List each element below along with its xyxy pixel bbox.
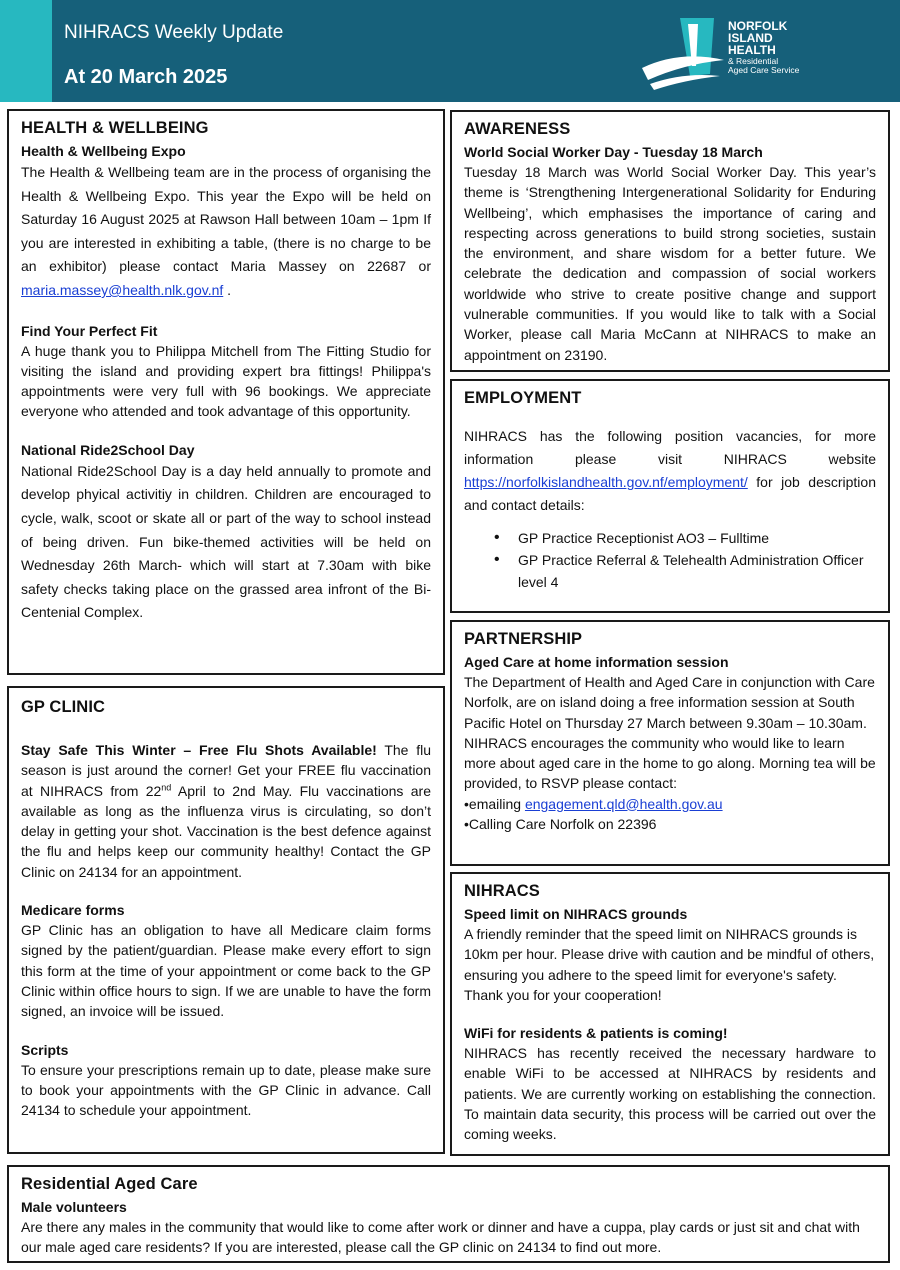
newsletter-title: NIHRACS Weekly Update xyxy=(64,22,284,43)
awareness-text: Tuesday 18 March was World Social Worker Day. This year’s theme is ‘Strengthening Intergenerational Solidarity for Enduring Wellbeing’, which emphasises the importance of caring and respecting across generations to build strong societies, sustain the environment, and share wisdom for a better future. We celebrate the dedication and compassion of social workers worldwide who strive to create positive change and support vulnerable communities. If you would like to talk with a Social Worker, please call Maria McCann at NIHRACS to make an appointment on 23190. xyxy=(464,164,876,363)
section-heading: PARTNERSHIP xyxy=(464,630,583,648)
partnership-title: Aged Care at home information session xyxy=(464,654,729,670)
partnership-phone-line: •Calling Care Norfolk on 22396 xyxy=(464,816,657,833)
awareness-title: World Social Worker Day - Tuesday 18 March xyxy=(464,144,763,160)
header-accent-bar xyxy=(0,0,52,102)
fit-title: Find Your Perfect Fit xyxy=(21,322,158,339)
logo-subtitle: & Residential Aged Care Service xyxy=(728,56,800,75)
newsletter-date: At 20 March 2025 xyxy=(64,66,228,88)
logo-mark-icon xyxy=(640,14,726,92)
section-heading: NIHRACS xyxy=(464,882,540,900)
partnership-text-1: The Department of Health and Aged Care in conjunction with Care Norfolk, are on island doing a free information session at South Pacific Hotel on Thursday 27 March between 9.30am – 10.30am. xyxy=(464,674,875,731)
list-item: • GP Practice Referral & Telehealth Administration Officer level 4 xyxy=(494,549,876,593)
wifi-title: WiFi for residents & patients is coming! xyxy=(464,1025,728,1042)
wifi-text: NIHRACS has recently received the necessary hardware to enable WiFi to be accessed at NIHRACS by residents and patients. We are currently working on establishing the connection. To maintain data security, this process will be carried out over the coming weeks. xyxy=(464,1045,876,1143)
list-item: • GP Practice Receptionist AO3 – Fulltime xyxy=(494,527,876,549)
residential-aged-care-section xyxy=(7,1165,890,1263)
expo-title: Health & Wellbeing Expo xyxy=(21,143,186,159)
section-heading: Residential Aged Care xyxy=(21,1175,198,1193)
residential-text: Are there any males in the community that would like to come after work or dinner and have a cuppa, play cards or just sit and chat with our male aged care residents? If you are interested, please call the GP clinic on 24134 to find out more. xyxy=(21,1219,860,1256)
vacancy-list xyxy=(494,527,876,593)
awareness-section xyxy=(450,110,890,372)
residential-title: Male volunteers xyxy=(21,1199,127,1215)
speed-text: A friendly reminder that the speed limit on NIHRACS grounds is 10km per hour. Please drive with caution and be mindful of others, ensuring you adhere to the speed limit for everyone's safety. Thank you for your cooperation! xyxy=(464,926,875,1003)
expo-text: The Health & Wellbeing team are in the process of organising the Health & Wellbeing Expo. This year the Expo will be held on Saturday 16 August 2025 at Rawson Hall between 10am – 1pm If you are interested in exhibiting a table, (there is no charge to be an exhibitor) please contact Maria Massey on 22687 or maria.massey@health.nlk.gov.nf . xyxy=(21,164,431,298)
employment-text: NIHRACS has the following position vacancies, for more information please visit NIHRACS website https://norfolkislandhealth.gov.nf/employment/ for job description and contact details: xyxy=(464,428,876,513)
partnership-section xyxy=(450,620,890,866)
flu-text: Stay Safe This Winter – Free Flu Shots Available! The flu season is just around the corner! Get your FREE flu vaccination at NIHRACS from 22nd April to 2nd May. Flu vaccinations are available as long as the influenza virus is circulating, so don’t delay in getting your shot. Vaccination is the best defence against the flu and helps keep our community healthy! Contact the GP Clinic on 24134 for an appointment. xyxy=(21,742,431,880)
medicare-text: GP Clinic has an obligation to have all Medicare claim forms signed by the patient/guardian. Please make every effort to sign this form at the time of your appointment or come back to the GP Clinic within office hours to sign. If we are unable to have the form signed, an invoice will be issued. xyxy=(21,922,431,1020)
ride-title: National Ride2School Day xyxy=(21,441,195,458)
partnership-email-line: •emailing engagement.qld@health.gov.au xyxy=(464,795,723,812)
medicare-title: Medicare forms xyxy=(21,902,125,919)
section-heading: HEALTH & WELLBEING xyxy=(21,119,209,137)
ride-text: National Ride2School Day is a day held annually to promote and develop phyical activitiy in children. Children are encouraged to cycle, walk, scoot or skate all or part of the way to school instead of being driven. Fun bike-themed activities will be held on Wednesday 26th March- which will start at 7.30am with bike safety checks taking place on the grassed area infront of the Bi-Centenial Complex. xyxy=(21,462,431,621)
section-heading: GP CLINIC xyxy=(21,698,106,716)
health-wellbeing-section xyxy=(7,109,445,675)
nihracs-section xyxy=(450,872,890,1156)
norfolk-island-health-logo xyxy=(640,14,890,92)
logo-wordmark: NORFOLK ISLAND HEALTH xyxy=(728,19,788,57)
partnership-email-link[interactable]: engagement.qld@health.gov.au xyxy=(524,795,723,812)
section-heading: AWARENESS xyxy=(464,120,571,138)
employment-url-link[interactable]: https://norfolkislandhealth.gov.nf/employment/ xyxy=(464,474,748,490)
employment-section xyxy=(450,379,890,613)
expo-email-link[interactable]: maria.massey@health.nlk.gov.nf xyxy=(21,281,224,298)
fit-text: A huge thank you to Philippa Mitchell from The Fitting Studio for visiting the island and providing expert bra fittings! Philippa's appointments were very full with 96 bookings. We appreciate everyone who attended and took advantage of this opportunity. xyxy=(21,342,431,420)
page-header xyxy=(0,0,900,102)
scripts-title: Scripts xyxy=(21,1041,69,1058)
flu-title: Stay Safe This Winter – Free Flu Shots Available! xyxy=(21,742,377,758)
gp-clinic-section xyxy=(7,686,445,1154)
partnership-text-2: NIHRACS encourages the community who would like to learn more about aged care in the home to go along. Morning tea will be provided, to RSVP please contact: xyxy=(464,734,876,792)
speed-title: Speed limit on NIHRACS grounds xyxy=(464,906,688,922)
section-heading: EMPLOYMENT xyxy=(464,389,582,407)
scripts-text: To ensure your prescriptions remain up to date, please make sure to book your appointments with the GP Clinic in advance. Call 24134 to schedule your appointment. xyxy=(21,1061,431,1119)
